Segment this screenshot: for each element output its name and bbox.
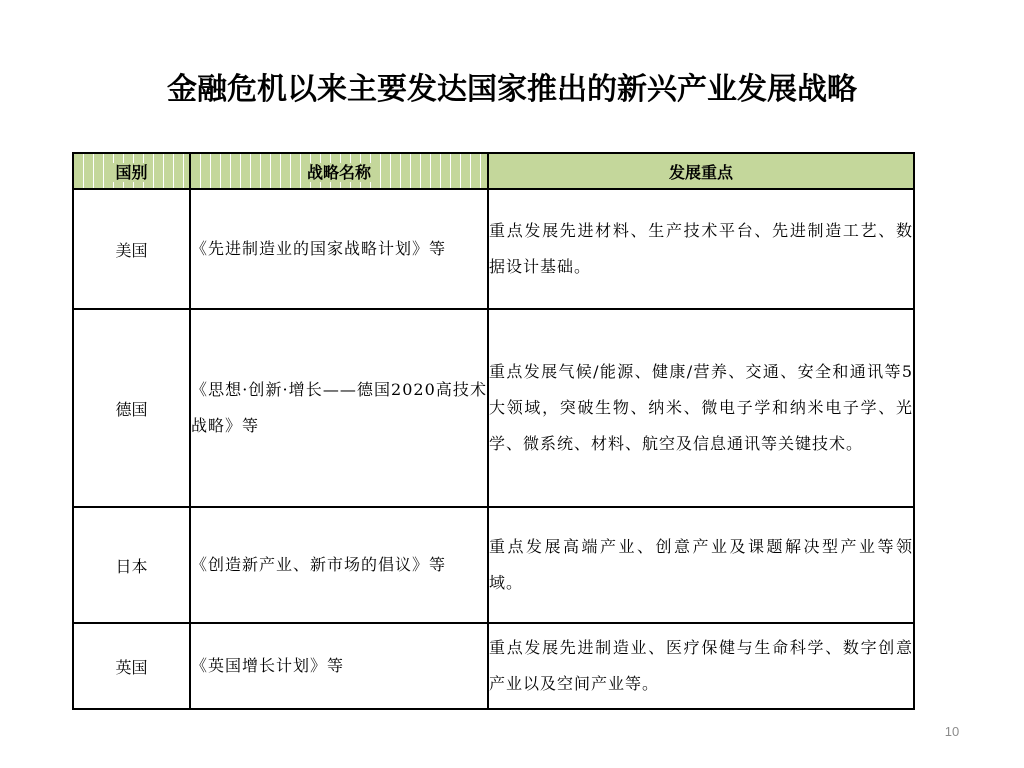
strategy-cell: 《创造新产业、新市场的倡议》等 (190, 507, 488, 623)
table-header-row (73, 153, 914, 189)
header-country: 国别 (73, 153, 190, 189)
country-cell: 德国 (73, 309, 190, 507)
table-row (73, 309, 914, 507)
country-cell: 英国 (73, 623, 190, 709)
strategy-cell: 《思想·创新·增长——德国2020高技术战略》等 (190, 309, 488, 507)
header-strategy: 战略名称 (190, 153, 488, 189)
strategy-table (72, 152, 915, 710)
table-row (73, 189, 914, 309)
country-cell: 日本 (73, 507, 190, 623)
slide-title: 金融危机以来主要发达国家推出的新兴产业发展战略 (167, 72, 857, 107)
table-row (73, 507, 914, 623)
strategy-cell: 《先进制造业的国家战略计划》等 (190, 189, 488, 309)
focus-cell: 重点发展高端产业、创意产业及课题解决型产业等领域。 (488, 507, 914, 623)
focus-cell: 重点发展气候/能源、健康/营养、交通、安全和通讯等5大领域，突破生物、纳米、微电子学和纳米电子学、光学、微系统、材料、航空及信息通讯等关键技术。 (488, 309, 914, 507)
header-focus: 发展重点 (488, 153, 914, 189)
focus-cell: 重点发展先进制造业、医疗保健与生命科学、数字创意产业以及空间产业等。 (488, 623, 914, 709)
table-row (73, 623, 914, 709)
focus-cell: 重点发展先进材料、生产技术平台、先进制造工艺、数据设计基础。 (488, 189, 914, 309)
page-number: 10 (944, 724, 960, 739)
strategy-cell: 《英国增长计划》等 (190, 623, 488, 709)
country-cell: 美国 (73, 189, 190, 309)
